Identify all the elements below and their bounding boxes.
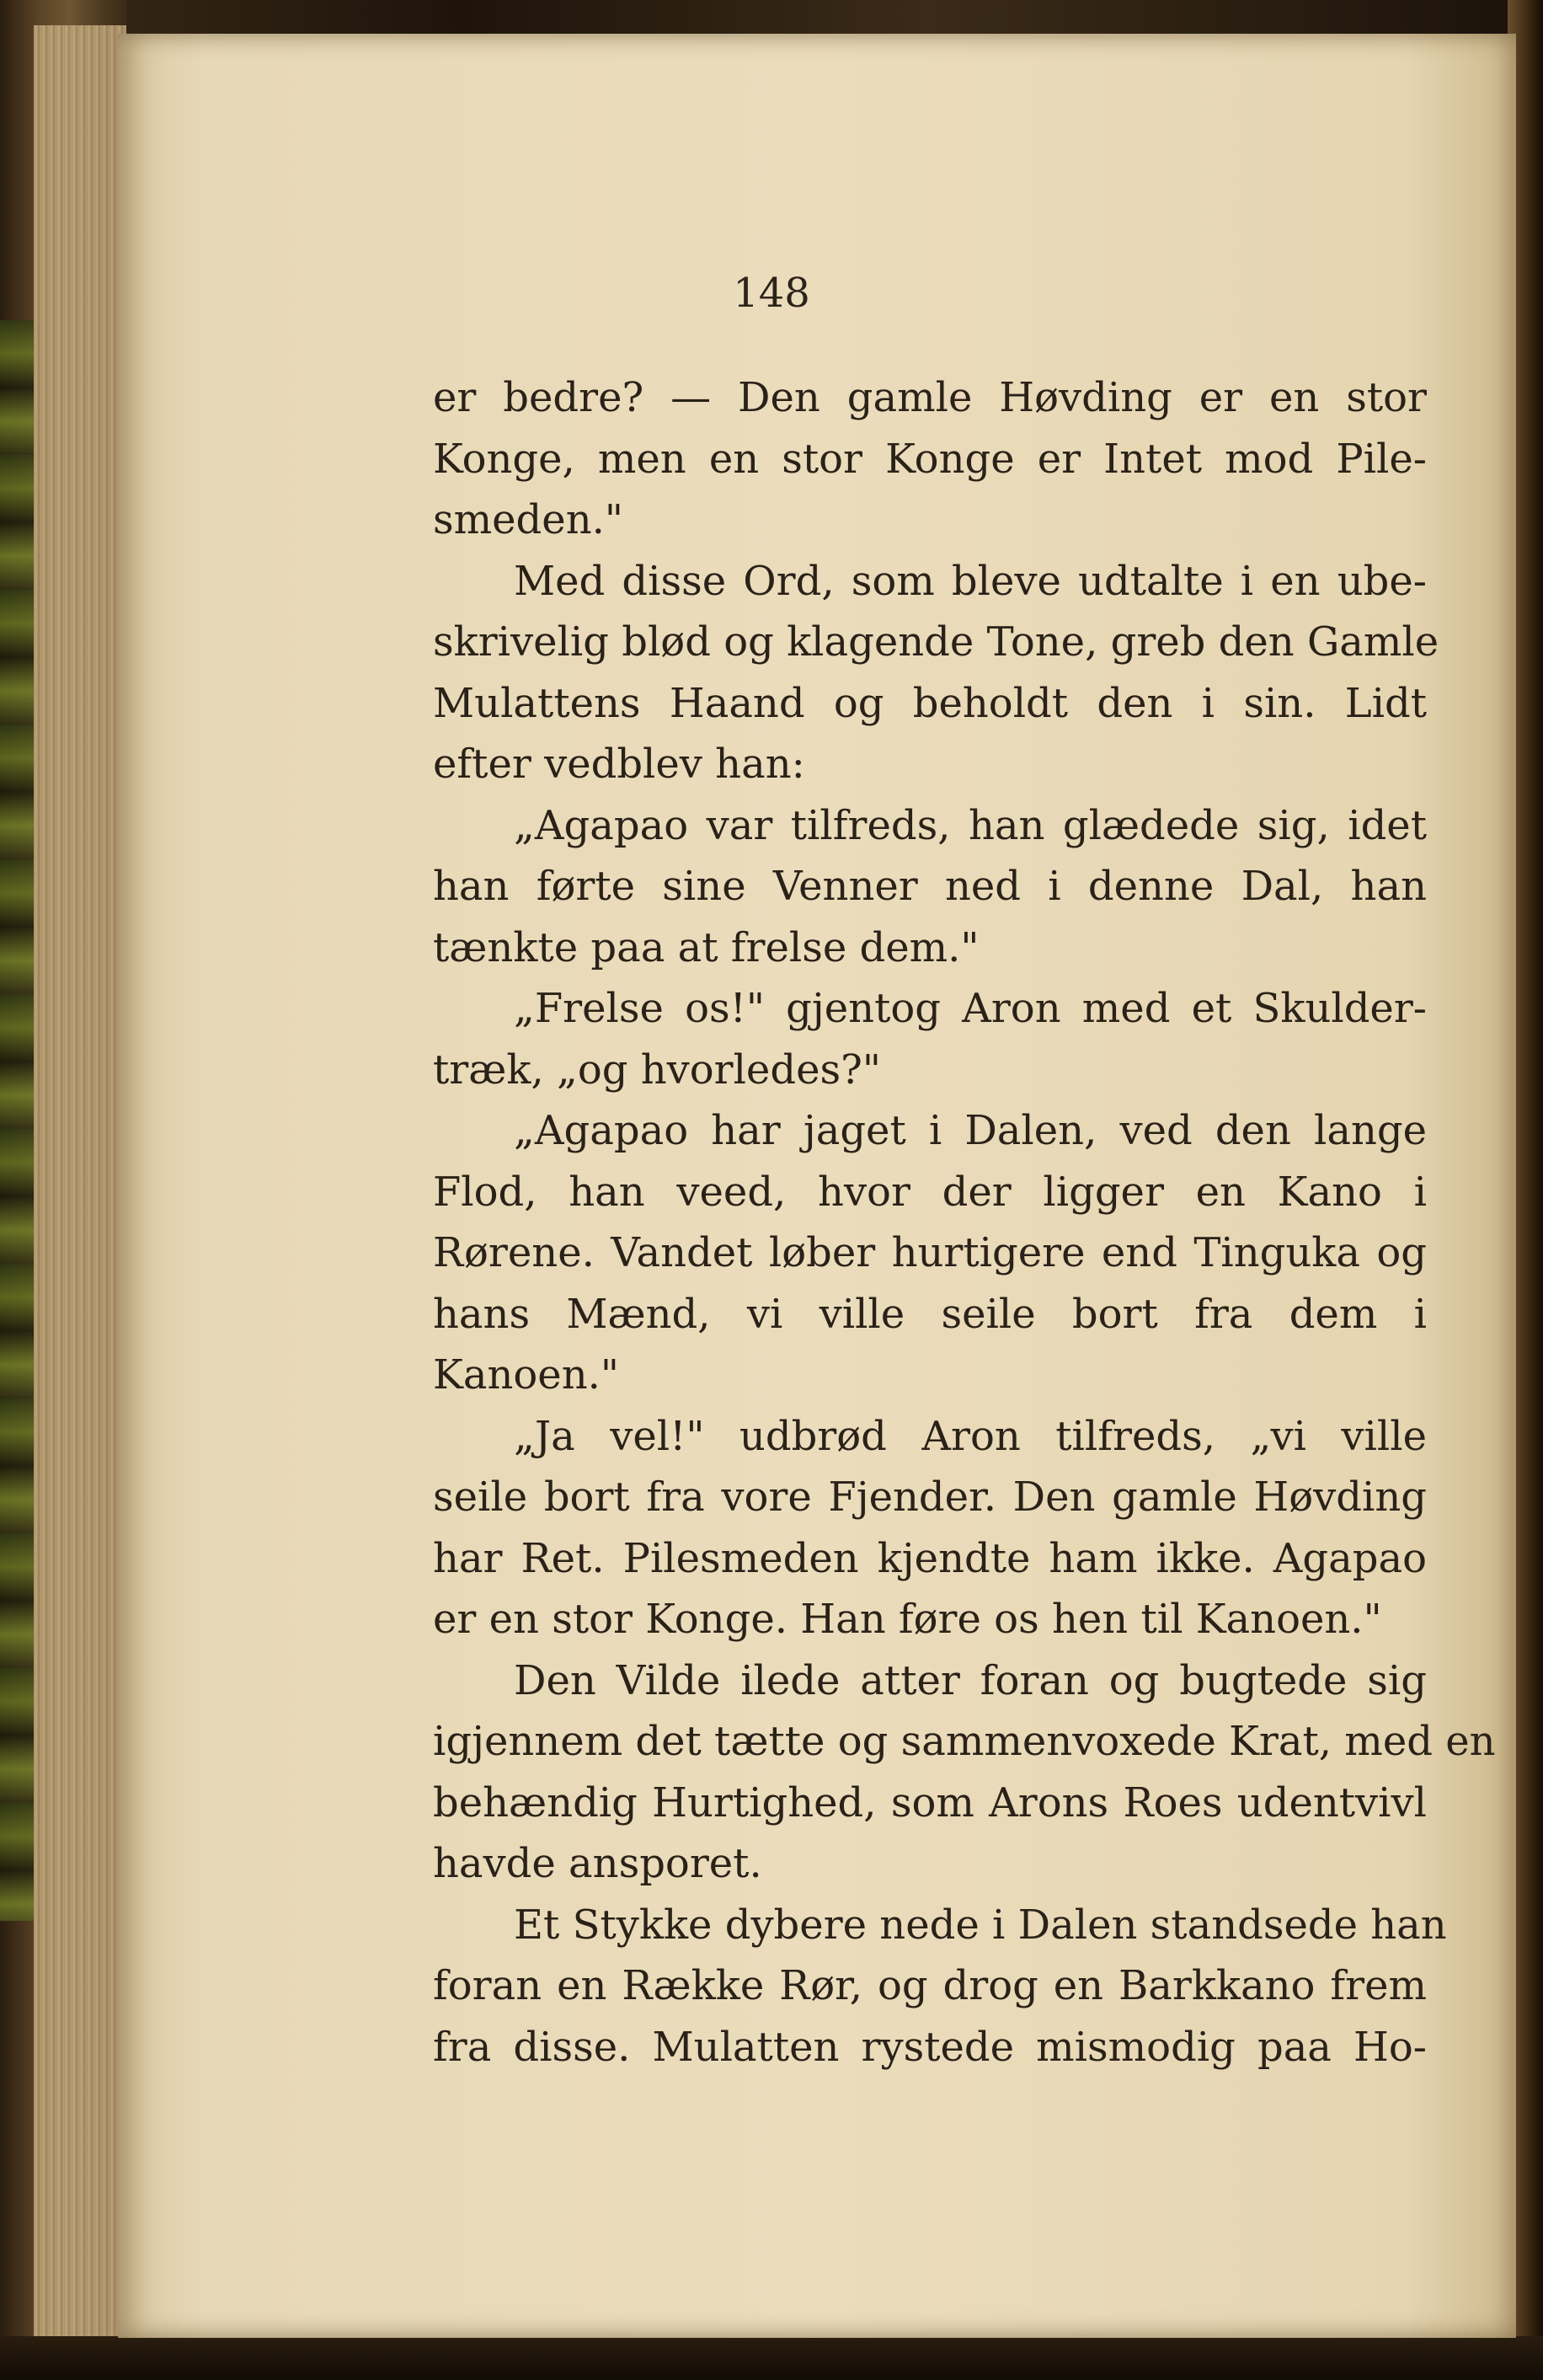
text-line: skrivelig blød og klagende Tone, greb den Gamle xyxy=(433,618,1439,666)
text-line: Rørene. Vandet løber hurtigere end Tinguka og xyxy=(433,1229,1427,1276)
text-line: „Agapao var tilfreds, han glædede sig, idet xyxy=(514,801,1427,849)
text-line: træk, „og hvorledes?" xyxy=(433,1046,881,1094)
text-line: foran en Række Rør, og drog en Barkkano frem xyxy=(433,1962,1427,2009)
text-line: „Ja vel!" udbrød Aron tilfreds, „vi ville xyxy=(514,1412,1427,1460)
text-line: er bedre? — Den gamle Høvding er en stor xyxy=(433,374,1427,421)
book-bottom-edge xyxy=(0,2336,1543,2380)
text-line: Konge, men en stor Konge er Intet mod Pile- xyxy=(433,435,1427,483)
spine-decoration xyxy=(0,320,34,1921)
text-line: Et Stykke dybere nede i Dalen standsede han xyxy=(514,1901,1447,1949)
text-line: hans Mænd, vi ville seile bort fra dem i xyxy=(433,1290,1427,1338)
text-line: Den Vilde ilede atter foran og bugtede sig xyxy=(514,1656,1427,1704)
text-line: igjennem det tætte og sammenvoxede Krat, med en xyxy=(433,1718,1496,1765)
text-line: „Frelse os!" gjentog Aron med et Skulder- xyxy=(514,985,1427,1032)
text-line: Med disse Ord, som bleve udtalte i en ube- xyxy=(514,557,1427,605)
text-line: tænkte paa at frelse dem." xyxy=(433,923,980,971)
text-line: „Agapao har jaget i Dalen, ved den lange xyxy=(514,1107,1427,1154)
text-line: havde ansporet. xyxy=(433,1840,762,1887)
page-number: 148 xyxy=(733,270,810,317)
text-line: Kanoen." xyxy=(433,1351,619,1399)
text-line: behændig Hurtighed, som Arons Roes udentvivl xyxy=(433,1778,1427,1826)
text-line: er en stor Konge. Han føre os hen til Kanoen." xyxy=(433,1596,1382,1643)
text-line: Mulattens Haand og beholdt den i sin. Lidt xyxy=(433,679,1427,727)
text-line: fra disse. Mulatten rystede mismodig paa Ho- xyxy=(433,2023,1427,2071)
text-line: seile bort fra vore Fjender. Den gamle Høvding xyxy=(433,1473,1427,1521)
page-text xyxy=(433,367,1496,2078)
text-line: han førte sine Venner ned i denne Dal, han xyxy=(433,863,1427,910)
text-line: smeden." xyxy=(433,496,623,543)
page-stack-edge xyxy=(34,25,126,2359)
text-line: efter vedblev han: xyxy=(433,741,805,788)
text-line: Flod, han veed, hvor der ligger en Kano i xyxy=(433,1168,1427,1216)
text-line: har Ret. Pilesmeden kjendte ham ikke. Agapao xyxy=(433,1534,1427,1582)
